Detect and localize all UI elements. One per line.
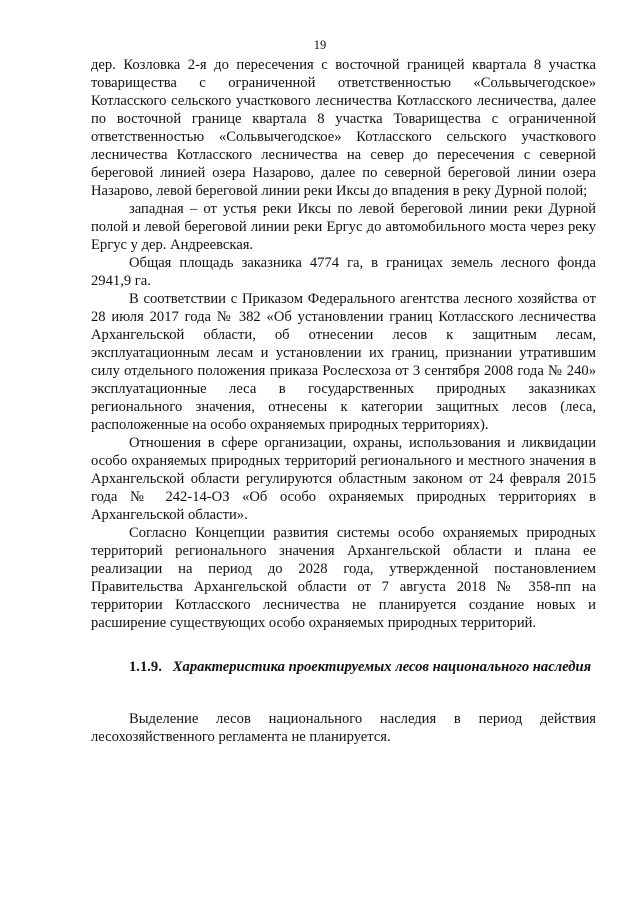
section-title: Характеристика проектируемых лесов национального наследия <box>172 659 592 675</box>
paragraph-total-area: Общая площадь заказника 4774 га, в границах земель лесного фонда 2941,9 га. <box>91 255 596 289</box>
section-heading <box>91 658 596 676</box>
paragraph-western-boundary: западная – от устья реки Иксы по левой береговой линии реки Дурной полой и левой береговой линии реки Ергус до автомобильного моста через реку Ергус у дер. Андреевская. <box>91 201 596 253</box>
paragraph-forestry-order: В соответствии с Приказом Федерального агентства лесного хозяйства от 28 июля 2017 года № 382 «Об установлении границ Котласского лесничества Архангельской области, об отнесении лесов к защитным лесам, эксплуатационным лесам и установлении их границ, признании утратившим силу отдельного положения приказа Рослесхоза от 3 сентября 2008 года № 240» эксплуатационные леса в государственных природных заказниках регионального значения, отнесены к категории защитных лесов (леса, расположенные на особо охраняемых природных территориях). <box>91 291 596 433</box>
section-number: 1.1.9. <box>129 659 162 675</box>
paragraph-continued-boundary: дер. Козловка 2-я до пересечения с восточной границей квартала 8 участка товарищества с ограниченной ответственностью «Сольвычегодское» Котласского сельского участкового лесничества Котласского лесничества, далее по восточной границе квартала 8 участка Товарищества с ограниченной ответственностью «Сольвычегодское» Котласского сельского участкового лесничества Котласского лесничества на север до пересечения с северной береговой линией озера Назарово, далее по северной береговой линии озера Назарово, левой береговой линии реки Иксы до впадения в реку Дурной полой; <box>91 57 596 199</box>
paragraph-heritage-forests: Выделение лесов национального наследия в период действия лесохозяйственного регламента не планируется. <box>91 711 596 745</box>
page-content <box>91 56 596 746</box>
paragraph-concept: Согласно Концепции развития системы особо охраняемых природных территорий регионального значения Архангельской области и плана ее реализации на период до 2028 года, утвержденной постановлением Правительства Архангельской области от 7 августа 2018 № 358-пп на территории Котласского лесничества не планируется создание новых и расширение существующих особо охраняемых природных территорий. <box>91 525 596 631</box>
page-number: 19 <box>313 38 327 52</box>
paragraph-regional-law: Отношения в сфере организации, охраны, использования и ликвидации особо охраняемых природных территорий регионального и местного значения в Архангельской области регулируются областным законом от 24 февраля 2015 года № 242-14-ОЗ «Об особо охраняемых природных территориях в Архангельской области». <box>91 435 596 523</box>
